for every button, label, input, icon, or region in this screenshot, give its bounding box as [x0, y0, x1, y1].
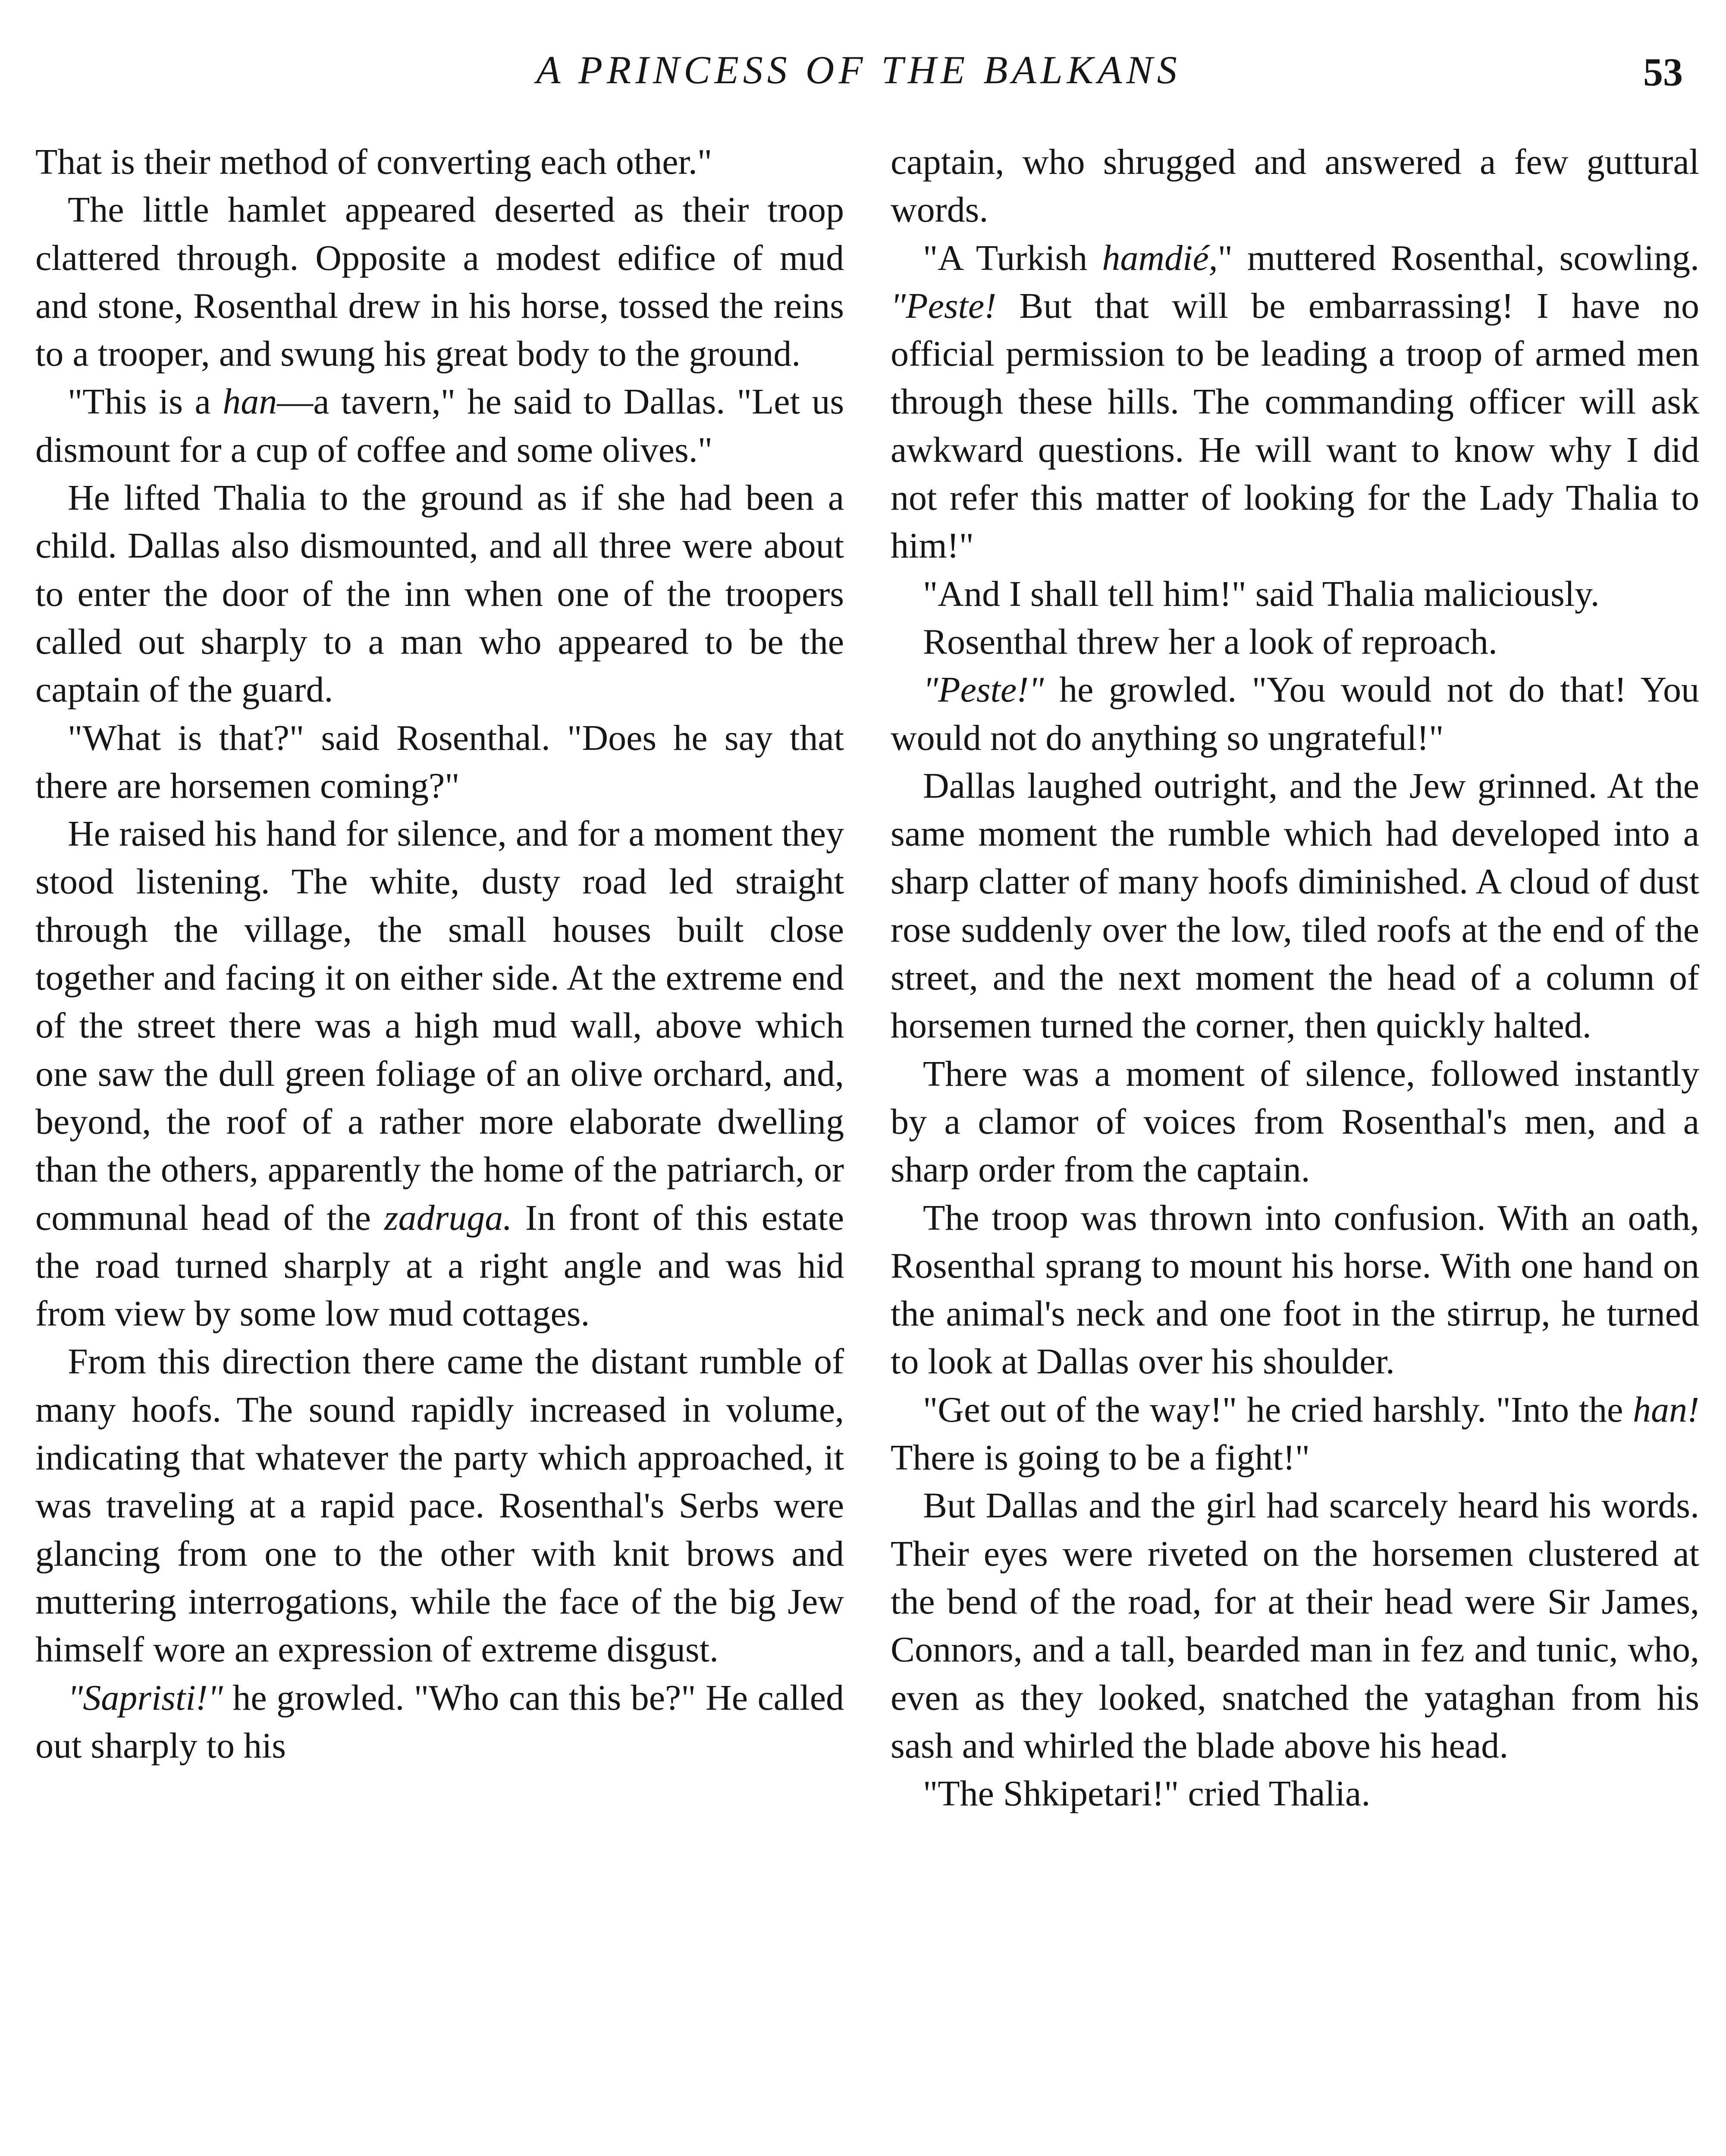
paragraph: "The Shkipetari!" cried Thalia. [923, 1774, 1371, 1814]
left-column [35, 138, 844, 1770]
paragraph: That is their method of converting each other." [35, 142, 712, 182]
paragraph: The little hamlet appeared deserted as their troop clattered through. Opposite a modest edifice of mud and stone, Rosenthal drew in his horse, tossed the reins to a trooper, and swung his great body to the ground. [35, 190, 844, 374]
page-number: 53 [1643, 50, 1683, 94]
paragraph: He lifted Thalia to the ground as if she had been a child. Dallas also dismounted, and all three were about to enter the door of the inn when one of the troopers called out sharply to a man who appeared to be the captain of the guard. [35, 478, 844, 710]
paragraph: "Sapristi!" he growled. "Who can this be?" He called out sharply to his [35, 1677, 844, 1766]
paragraph: "Peste!" he growled. "You would not do that! You would not do anything so ungrateful!" [891, 670, 1699, 758]
paragraph: There was a moment of silence, followed instantly by a clamor of voices from Rosenthal's men, and a sharp order from the captain. [891, 1053, 1699, 1190]
paragraph: He raised his hand for silence, and for a moment they stood listening. The white, dusty road led straight through the village, the small houses built close together and facing it on either side. At the extreme end of the street there was a high mud wall, above which one saw the dull green foliage of an olive orchard, and, beyond, the roof of a rather more elaborate dwelling than the others, apparently the home of the patriarch, or communal head of the zadruga. In front of this estate the road turned sharply at a right angle and was hid from view by some low mud cottages. [35, 814, 844, 1334]
paragraph: "This is a han—a tavern," he said to Dallas. "Let us dismount for a cup of coffee and some olives." [35, 382, 844, 470]
paragraph: captain, who shrugged and answered a few guttural words. [891, 142, 1699, 230]
page-header [35, 40, 1683, 100]
paragraph: Dallas laughed outright, and the Jew grinned. At the same moment the rumble which had developed into a sharp clatter of many hoofs diminished. A cloud of dust rose suddenly over the low, tiled roofs at the end of the street, and the next moment the head of a column of horsemen turned the corner, then quickly halted. [891, 765, 1699, 1046]
paragraph: "And I shall tell him!" said Thalia maliciously. [923, 573, 1600, 614]
paragraph: The troop was thrown into confusion. With an oath, Rosenthal sprang to mount his horse. With one hand on the animal's neck and one foot in the stirrup, he turned to look at Dallas over his shoulder. [891, 1197, 1699, 1382]
paragraph: "What is that?" said Rosenthal. "Does he say that there are horsemen coming?" [35, 718, 844, 806]
paragraph: From this direction there came the distant rumble of many hoofs. The sound rapidly increased in volume, indicating that whatever the party which approached, it was traveling at a rapid pace. Rosenthal's Serbs were glancing from one to the other with knit brows and muttering interrogations, while the face of the big Jew himself wore an expression of extreme disgust. [35, 1341, 844, 1670]
paragraph: "A Turkish hamdié," muttered Rosenthal, scowling. "Peste! But that will be embarrassing! I have no official permission to be leading a troop of armed men through these hills. The commanding officer will ask awkward questions. He will want to know why I did not refer this matter of looking for the Lady Thalia to him!" [891, 238, 1699, 566]
paragraph: "Get out of the way!" he cried harshly. "Into the han! There is going to be a fight!" [891, 1389, 1699, 1478]
paragraph: Rosenthal threw her a look of reproach. [923, 621, 1497, 662]
running-title: A PRINCESS OF THE BALKANS [536, 48, 1181, 92]
paragraph: But Dallas and the girl had scarcely heard his words. Their eyes were riveted on the horsemen clustered at the bend of the road, for at their head were Sir James, Connors, and a tall, bearded man in fez and tunic, who, even as they looked, snatched the yataghan from his sash and whirled the blade above his head. [891, 1485, 1699, 1766]
right-column [891, 138, 1699, 1818]
